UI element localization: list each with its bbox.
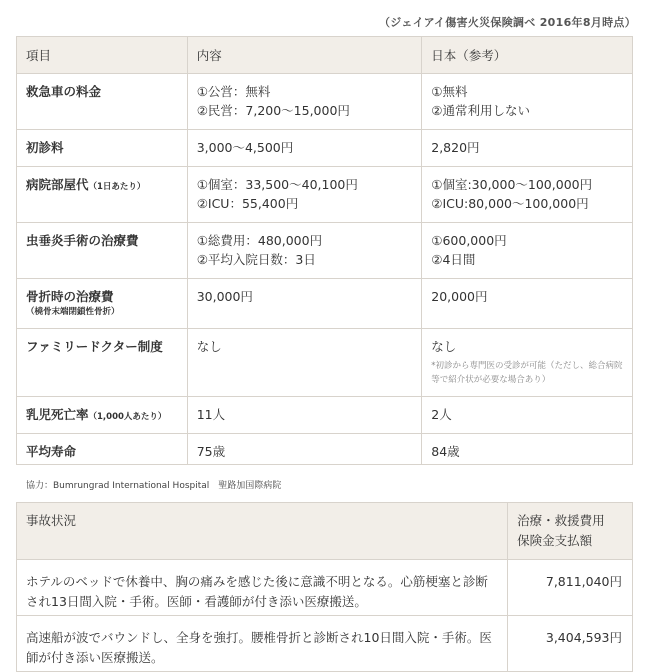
table-row [17, 74, 633, 130]
header-amount-line: 治療・救援費用 [517, 513, 605, 528]
row-label [17, 397, 188, 434]
japan-line: ②通常利用しない [431, 103, 530, 118]
row-label [17, 329, 188, 397]
row-label [17, 74, 188, 130]
table-row [17, 167, 633, 223]
content-line: なし [196, 339, 222, 354]
content-line: 75歳 [196, 444, 226, 459]
header-item: 項目 [17, 37, 188, 74]
row-label-text: 乳児死亡率 [26, 407, 89, 422]
header-amount [508, 503, 633, 560]
header-amount-line: 保険金支払額 [517, 533, 593, 548]
japan-line: 2,820円 [431, 140, 480, 155]
content-line: 11人 [196, 407, 226, 422]
content-line: ①総費用：480,000円 [196, 233, 323, 248]
table-row [17, 616, 633, 672]
row-label-text: 骨折時の治療費 [26, 289, 114, 304]
row-japan [422, 223, 633, 279]
cost-comparison-table [16, 36, 633, 465]
japan-line: ①600,000円 [431, 233, 507, 248]
accident-situation: ホテルのベッドで休養中、胸の痛みを感じた後に意識不明となる。心筋梗塞と診断され13日間入院・手術。医師・看護師が付き添い医療搬送。 [17, 560, 508, 616]
row-label [17, 279, 188, 329]
content-line: 3,000〜4,500円 [196, 140, 294, 155]
payment-amount: 3,404,593円 [508, 616, 633, 672]
content-line: ①公営：無料 [196, 84, 271, 99]
table-row [17, 130, 633, 167]
row-content [187, 397, 422, 434]
row-content [187, 434, 422, 465]
row-label [17, 434, 188, 465]
content-line: ②民営：7,200〜15,000円 [196, 103, 350, 118]
table-row [17, 434, 633, 465]
japan-line: ①無料 [431, 84, 468, 99]
table-row [17, 560, 633, 616]
japan-line: ②ICU:80,000〜100,000円 [431, 196, 589, 211]
credit-line: 協力：Bumrungrad International Hospital 聖路加国際病院 [26, 481, 282, 491]
accident-payment-table [16, 502, 633, 672]
content-line: 30,000円 [196, 289, 253, 304]
japan-note: *初診から専門医の受診が可能（ただし、総合病院等で紹介状が必要な場合あり） [431, 361, 623, 385]
row-label-small: （橈骨末端閉鎖性骨折） [26, 307, 120, 317]
row-japan [422, 329, 633, 397]
row-japan [422, 130, 633, 167]
japan-line: 20,000円 [431, 289, 488, 304]
row-label-small: （1日あたり） [88, 182, 146, 192]
row-content [187, 74, 422, 130]
content-line: ②ICU：55,400円 [196, 196, 299, 211]
row-japan [422, 167, 633, 223]
content-line: ②平均入院日数：3日 [196, 252, 316, 267]
row-label [17, 223, 188, 279]
header-content: 内容 [187, 37, 422, 74]
row-label-text: ファミリードクター制度 [26, 339, 163, 354]
table-header-row [17, 37, 633, 74]
content-line: ①個室：33,500〜40,100円 [196, 177, 358, 192]
table-row [17, 279, 633, 329]
row-label-text: 平均寿命 [26, 444, 77, 459]
table-header-row [17, 503, 633, 560]
row-label [17, 130, 188, 167]
row-label-text: 救急車の料金 [26, 84, 102, 99]
row-label-text: 初診料 [26, 140, 64, 155]
table-row [17, 223, 633, 279]
japan-line: 2人 [431, 407, 452, 422]
row-japan [422, 74, 633, 130]
payment-amount: 7,811,040円 [508, 560, 633, 616]
source-note: （ジェイアイ傷害火災保険調べ 2016年8月時点） [378, 16, 636, 29]
row-label-text: 病院部屋代 [26, 177, 89, 192]
row-label-small: （1,000人あたり） [88, 412, 167, 422]
row-content [187, 279, 422, 329]
header-situation: 事故状況 [17, 503, 508, 560]
row-japan [422, 434, 633, 465]
table-row [17, 329, 633, 397]
header-japan: 日本（参考） [422, 37, 633, 74]
japan-line: 84歳 [431, 444, 460, 459]
row-label-text: 虫垂炎手術の治療費 [26, 233, 139, 248]
japan-line: ①個室:30,000〜100,000円 [431, 177, 593, 192]
table-row [17, 397, 633, 434]
japan-line: ②4日間 [431, 252, 476, 267]
row-japan [422, 397, 633, 434]
row-content [187, 167, 422, 223]
row-japan [422, 279, 633, 329]
row-content [187, 223, 422, 279]
row-content [187, 130, 422, 167]
row-label [17, 167, 188, 223]
japan-line: なし [431, 339, 457, 354]
row-content [187, 329, 422, 397]
accident-situation: 高速船が波でバウンドし、全身を強打。腰椎骨折と診断され10日間入院・手術。医師が付き添い医療搬送。 [17, 616, 508, 672]
